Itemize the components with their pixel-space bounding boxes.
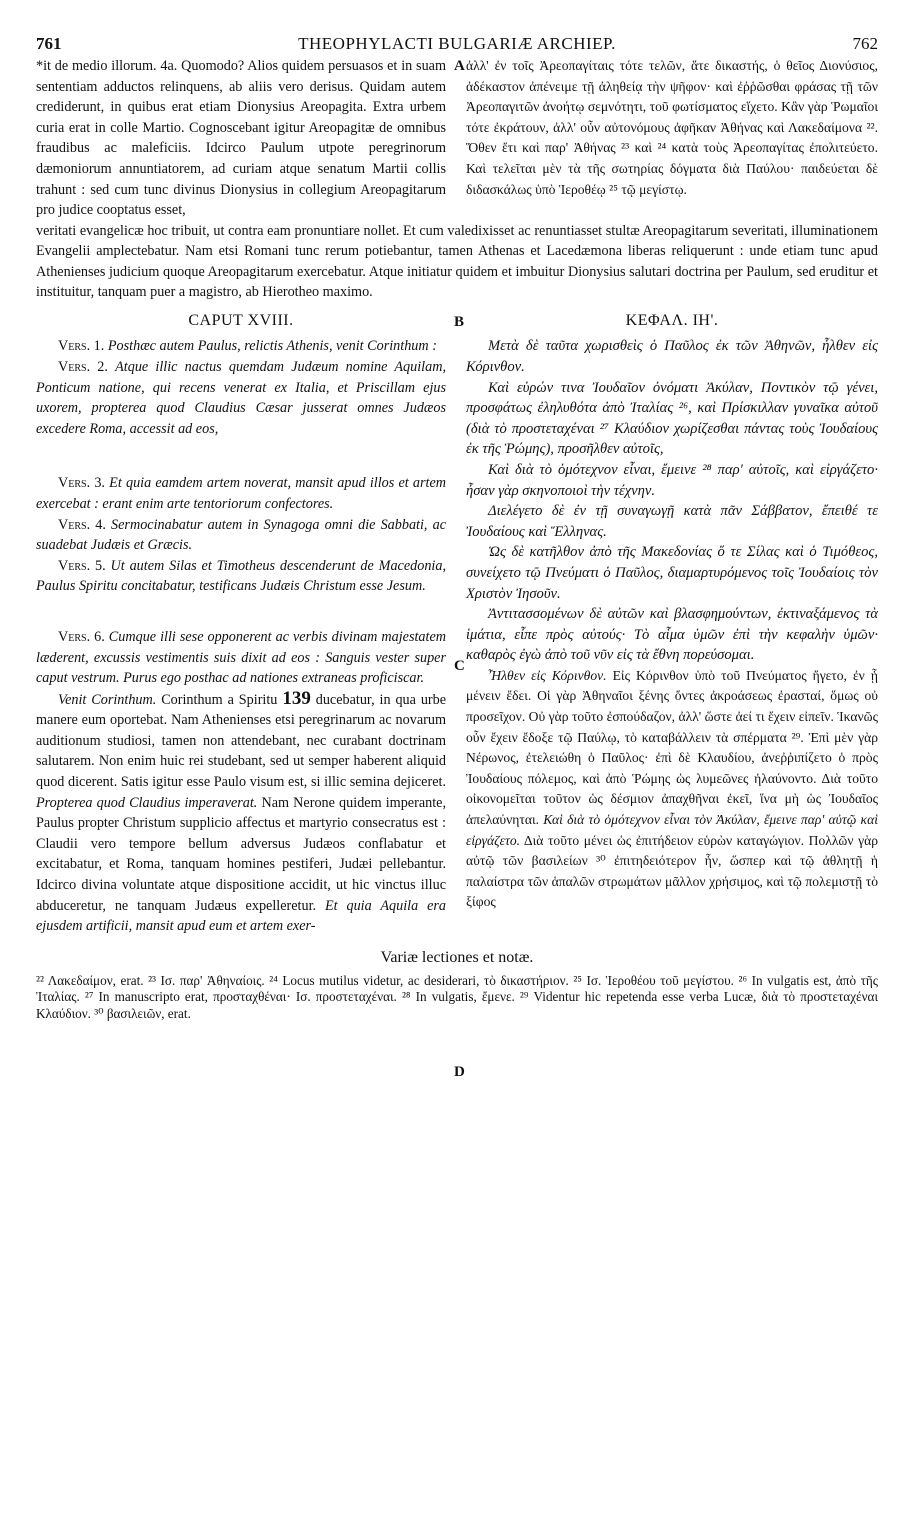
latin-continuation: veritati evangelicæ hoc tribuit, ut contra eam pronuntiare nollet. Et cum valedixisset ac renuntiasset stultæ Areopagitarum severitati, illuminationem Evangelii amplectebatur. Nam etsi Romani tunc rerum potiebantur, tamen Athenas et Lacedæmona liberas reliquerunt : unde etiam tunc apud Athenienses judicium quoque Areopagitarum exercebatur. Atque initiatur quidem et imbuitur Dionysius salutari doctrina per Paulum, sed eruditur et instituitur, tanquam puer a magistro, ab Hierotheo maximo. bbox=[36, 222, 878, 300]
latin-verses bbox=[36, 336, 446, 936]
verse-label: Vers. 6. bbox=[58, 628, 105, 645]
chapter-heading-row bbox=[36, 312, 878, 334]
commentary-text: Εἰς Κόρινθον ὑπὸ τοῦ Πνεύματος ἤγετο, ἐν ᾗ μένειν ἔδει. Οἱ γὰρ Ἀθηναῖοι ξένης ὄντες ἀκροάσεως ἐρασταί, ὅμως οὐ προσεῖχον. Οὐ γὰρ τοῦτο ἐσπούδαζον, ἀλλ' ὥστε ἀεί τι ἔχειν εἰπεῖν. Ἱκανῶς οὖν ἔχειν ἔδοξε τῷ Παύλῳ, τὸ καταβάλλειν τὰ σπέρματα ²⁹. Ἐπὶ μὲν γὰρ Νέρωνος, ἐτελειώθη ὁ Παῦλος· ἐπὶ δὲ Κλαυδίου, ἀνεῤῥιπίζετο ὁ πρὸς Ἰουδαίους πόλεμος, καὶ ἀπὸ Ῥώμης ὡς λυμεῶνες ἠλαύνοντο. Διὰ τοῦτο οἰκονομεῖται τοῦτον ὡς δέσμιον ἀπαχθῆναι ἐκεῖ, ἵνα μὴ ὡς Ἰουδαῖος ἀπελαύνηται. bbox=[466, 667, 878, 828]
commentary-text: Corinthum a Spiritu bbox=[161, 691, 278, 708]
verse-2-greek: Καὶ εὑρών τινα Ἰουδαῖον ὀνόματι Ἀκύλαν, Ποντικὸν τῷ γένει, προσφάτως ἐληλυθότα ἀπὸ Ἰταλίας ²⁶, καὶ Πρίσκιλλαν γυναῖκα αὐτοῦ (διὰ τὸ προστεταχέναι ²⁷ Κλαύδιον χωρίζεσθαι πάντας τοὺς Ἰουδαίους ἐκ τῆς Ῥώμης), προσῆλθεν αὐτοῖς, bbox=[466, 379, 878, 458]
note: ²⁸ In vulgatis, ἔμενε. bbox=[401, 989, 515, 1005]
verse-label: Vers. 4. bbox=[58, 516, 106, 533]
page-number-left: 761 bbox=[36, 34, 62, 53]
verse-text: Atque illic nactus quemdam Judæum nomine Aquilam, Ponticum natione, qui recens venerat ex Italia, et Priscillam ejus uxorem, propterea quod Claudius Cæsar jusserat omnes Judæos excedere Roma, accessit ad eos, bbox=[36, 358, 446, 437]
caput-latin: CAPUT XVIII. bbox=[188, 312, 294, 330]
latin-top-text: *it de medio illorum. 4a. Quomodo? Alios quidem persuasos et in suam sententiam adductos relinquens, ab aliis vero derisus. Quidam autem crediderunt, in quibus erat etiam Dionysius Areopagita. Extra urbem curia erat in colle Martio. Cognoscebant igitur Areopagitæ de omnibus fraudibus ac maleficiis. Idcirco Paulum utpote peregrinorum dæmoniorum annuntiatorem, ad curiam atque senatum Martii collis trahunt : sed cum tunc divinus Dionysius in collegium Areopagitarum pro judice cooptatus esset, bbox=[36, 58, 446, 219]
verse-5-greek: Ὡς δὲ κατῆλθον ἀπὸ τῆς Μακεδονίας ὅ τε Σίλας καὶ ὁ Τιμόθεος, συνείχετο τῷ Πνεύματι ὁ Παῦλος, διαμαρτυρόμενος τοῖς Ἰουδαίοις τὸν Χριστὸν Ἰησοῦν. bbox=[466, 544, 878, 602]
lemma: Et quia Aquila era ejusdem artificii, mansit apud eum et artem exer- bbox=[36, 897, 446, 935]
verse-text: Cumque illi sese opponerent ac verbis divinam majestatem læderent, excussis vestimentis suis dixit ad eos : Sanguis vester super caput vestrum. Purus ego posthac ad nationes extraneas proficiscar. bbox=[36, 628, 446, 687]
verse-text: Posthæc autem Paulus, relictis Athenis, venit Corinthum : bbox=[107, 338, 437, 355]
spacer bbox=[36, 597, 446, 627]
verse-1-latin bbox=[36, 336, 446, 357]
lemma: Ἦλθεν εἰς Κόρινθον. bbox=[488, 667, 607, 683]
note: ²⁷ In manuscripto erat, προσταχθέναι· Ισ. προστεταχέναι. bbox=[84, 989, 397, 1005]
note: ²² Λακεδαίμον, erat. bbox=[36, 972, 144, 988]
note: ²⁶ In vulgatis est, ἀπὸ τῆς Ἰταλίας. bbox=[36, 972, 878, 1005]
lemma: Venit Corinthum. bbox=[58, 691, 157, 708]
verse-1-greek: Μετὰ δὲ ταῦτα χωρισθεὶς ὁ Παῦλος ἐκ τῶν Ἀθηνῶν, ἦλθεν εἰς Κόρινθον. bbox=[466, 338, 878, 375]
verse-label: Vers. 3. bbox=[58, 475, 105, 492]
greek-verses bbox=[466, 336, 878, 936]
note: ²⁴ Locus mutilus videtur, ac desiderari, τὸ δικαστήριον. bbox=[269, 972, 569, 988]
margin-marker-b: B bbox=[454, 314, 465, 331]
margin-marker-c: C bbox=[454, 658, 465, 675]
page bbox=[36, 34, 879, 1081]
verse-text: Et quia eamdem artem noverat, mansit apud illos et artem exercebat : erant enim arte tentoriorum confectores. bbox=[36, 475, 446, 512]
spacer bbox=[36, 439, 446, 473]
verse-4-greek: Διελέγετο δὲ ἐν τῇ συναγωγῇ κατὰ πᾶν Σάββατον, ἔπειθέ τε Ἰουδαίους καὶ Ἕλληνας. bbox=[466, 503, 878, 540]
verse-label: Vers. 1. bbox=[58, 338, 105, 355]
running-title: THEOPHYLACTI BULGARIÆ ARCHIEP. bbox=[298, 34, 616, 53]
greek-top-text: ἀλλ' ἐν τοῖς Ἀρεοπαγίταις τότε τελῶν, ἅτε δικαστής, ὁ θεῖος Διονύσιος, ἀδέκαστον ἀπένειμε τῇ ἀληθείᾳ τὴν ψῆφον· καὶ ἐῤῥῶσθαι φράσας τῇ τῶν Ἀρεοπαγιτῶν ἀνοήτῳ σεμνότητι, τοῦ φωτίσματος εἵχετο. Κἂν γὰρ Ῥωμαῖοι τότε ἐκράτουν, ἀλλ' οὖν αὐτονόμους ἀφῆκαν Ἀθήνας καὶ Λακεδαίμονα ²². Ὅθεν ἔτι καὶ παρ' Ἀθήνας ²³ καὶ ²⁴ κατὰ τοὺς Ἀρεοπαγίτας ἐπολιτεύετο. Καὶ τελεῖται μὲν τὰ τῆς σωτηρίας δόγματα διὰ Παύλου· παιδεύεται δὲ διδασκάλως ὑπὸ Ἱεροθέῳ ²⁵ τῷ μεγίστῳ. bbox=[466, 58, 878, 197]
running-header bbox=[36, 34, 878, 56]
commentary-greek bbox=[466, 666, 878, 913]
column-number: 139 bbox=[282, 687, 311, 709]
verse-3-latin bbox=[36, 473, 446, 514]
notes-title: Variæ lectiones et notæ. bbox=[380, 948, 534, 966]
verse-6-greek: Ἀντιτασσομένων δὲ αὐτῶν καὶ βλασφημούντων, ἐκτιναξάμενος τὰ ἱμάτια, εἶπε πρὸς αὐτούς· Τὸ αἷμα ὑμῶν ἐπὶ τὴν κεφαλὴν ὑμῶν· καθαρὸς ἐγὼ ἀπὸ τοῦ νῦν εἰς τὰ ἔθνη πορεύσομαι. bbox=[466, 606, 878, 664]
verse-label: Vers. 2. bbox=[58, 358, 108, 375]
margin-marker-a: A bbox=[454, 58, 465, 74]
commentary-text: ducebatur, in qua urbe manere eum oportebat. Nam Athenienses etsi peregrinarum ac novarum auditionum studiosi, tamen non attendebant, nec curabant doctrinam salutarem. Non enim huic rei studebant, sed ut semper haberent aliquid quod dicerent. Satis igitur esse Paulo visum est, si illic semina dejiceret. bbox=[36, 691, 447, 791]
page-number-right: 762 bbox=[852, 34, 878, 53]
verse-text: Sermocinabatur autem in Synagoga omni die Sabbati, ac suadebat Judæis et Græcis. bbox=[36, 516, 446, 554]
top-columns bbox=[36, 56, 878, 221]
notes-block bbox=[36, 973, 878, 1023]
verse-6-latin bbox=[36, 627, 446, 689]
note: ³⁰ βασιλειῶν, erat. bbox=[94, 1005, 191, 1021]
verse-5-latin bbox=[36, 556, 446, 597]
commentary-latin bbox=[36, 689, 446, 937]
verse-3-greek: Καὶ διὰ τὸ ὁμότεχνον εἶναι, ἔμεινε ²⁸ παρ' αὐτοῖς, καὶ εἰργάζετο· ἦσαν γὰρ σκηνοποιοὶ τὴν τέχνην. bbox=[466, 461, 878, 499]
verse-text: Ut autem Silas et Timotheus descenderunt de Macedonia, Paulus Spiritu concitabatur, testificans Judæis Christum esse Jesum. bbox=[36, 557, 446, 595]
commentary-text: Διὰ τοῦτο μένει ὡς ἐπιτήδειον εὑρὼν καταγώγιον. Πολλῶν γὰρ αὐτῷ τῶν βασιλείων ³⁰ ἐπιτηδειότερον ἦν, ὥσπερ καὶ τῷ ἀθλητῇ ἡ παλαίστρα τῶν ἁπαλῶν στρωμάτων μᾶλλον χρήσιμος, καὶ τῷ πολεμιστῇ τὸ ξίφος bbox=[466, 832, 878, 910]
verse-label: Vers. 5. bbox=[58, 557, 106, 574]
verse-4-latin bbox=[36, 515, 446, 556]
lemma: Propterea quod Claudius imperaverat. bbox=[36, 794, 258, 811]
caput-greek: ΚΕΦΑΛ. ΙΗ'. bbox=[625, 312, 719, 330]
margin-marker-d: D bbox=[454, 1064, 465, 1081]
verse-2-latin bbox=[36, 357, 446, 439]
note: ²⁵ Ισ. Ἱεροθέου τοῦ μεγίστου. bbox=[573, 972, 734, 988]
lemma: Καὶ διὰ τὸ ὁμότεχνον εἶναι τὸν Ἀκύλαν, ἔμεινε παρ' αὐτῷ καὶ εἰργάζετο. bbox=[466, 812, 878, 848]
commentary-text: Nam Nerone quidem imperante, Paulus propter Christum supplicio affectus et martyrio consecratus est : Claudii vero tempore bellum adversus Judæos conflabatur et excitabatur, et Roma, tanquam homines pestiferi, Judæi pellebantur. Idcirco divina voluntate atque dispositione accidit, ut hic vinctus illuc abduceretur, ne tanquam Judæus expelleretur. bbox=[36, 794, 447, 914]
note: ²³ Ισ. παρ' Ἀθηναίοις. bbox=[148, 972, 265, 988]
note: ²⁹ Videntur hic repetenda esse verba Lucæ, διὰ τὸ προστεταχέναι Κλαύδιον. bbox=[36, 989, 879, 1021]
